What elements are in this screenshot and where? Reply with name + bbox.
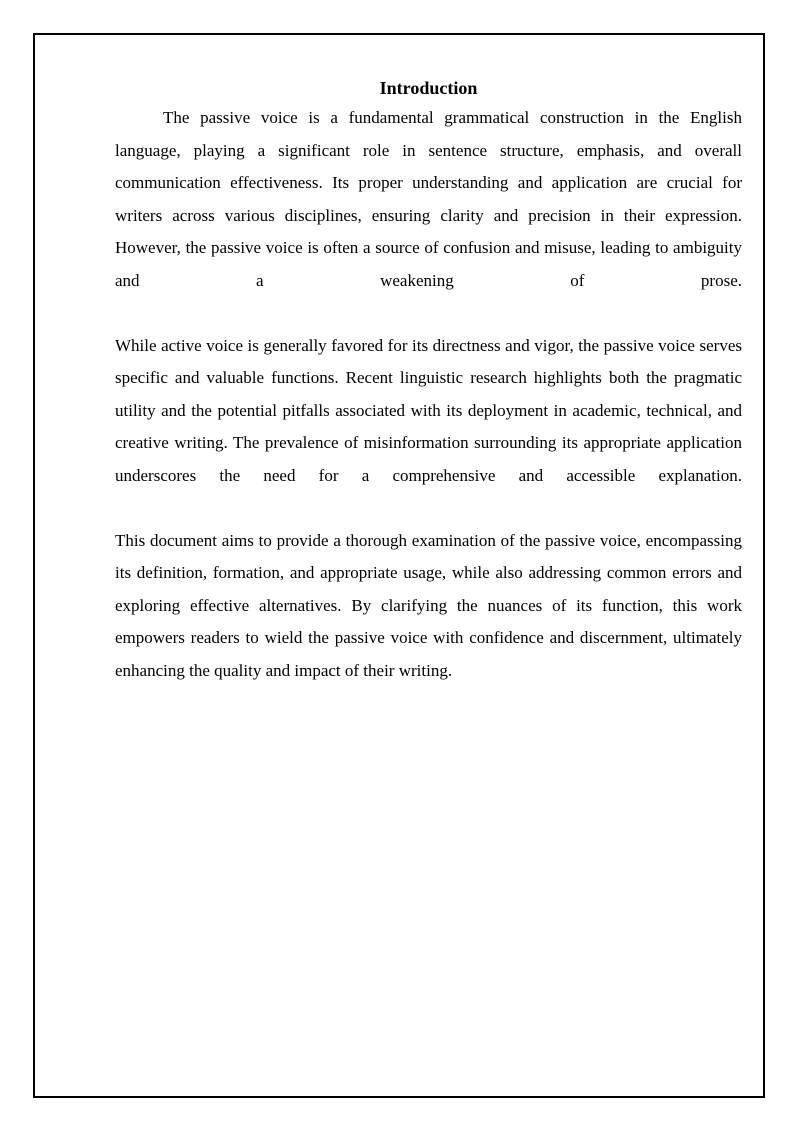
document-body [115,76,742,687]
document-title: Introduction [379,78,478,98]
paragraph-1: The passive voice is a fundamental grammatical construction in the English language, playing a significant role in sentence structure, emphasis, and overall communication effectiveness. Its proper understanding and application are crucial for writers across various disciplines, ensuring clarity and precision in their expression. However, the passive voice is often a source of confusion and misuse, leading to ambiguity and a weakening of prose. [115,108,742,290]
paragraph-3: This document aims to provide a thorough examination of the passive voice, encompassing its definition, formation, and appropriate usage, while also addressing common errors and exploring effective alternatives. By clarifying the nuances of its function, this work empowers readers to wield the passive voice with confidence and discernment, ultimately enhancing the quality and impact of their writing. [115,530,742,680]
paragraph-gap [115,492,742,525]
paragraph-gap [115,297,742,330]
paragraph-2: While active voice is generally favored for its directness and vigor, the passive voice serves specific and valuable functions. Recent linguistic research highlights both the pragmatic utility and the potential pitfalls associated with its deployment in academic, technical, and creative writing. The prevalence of misinformation surrounding its appropriate application underscores the need for a comprehensive and accessible explanation. [115,335,742,485]
